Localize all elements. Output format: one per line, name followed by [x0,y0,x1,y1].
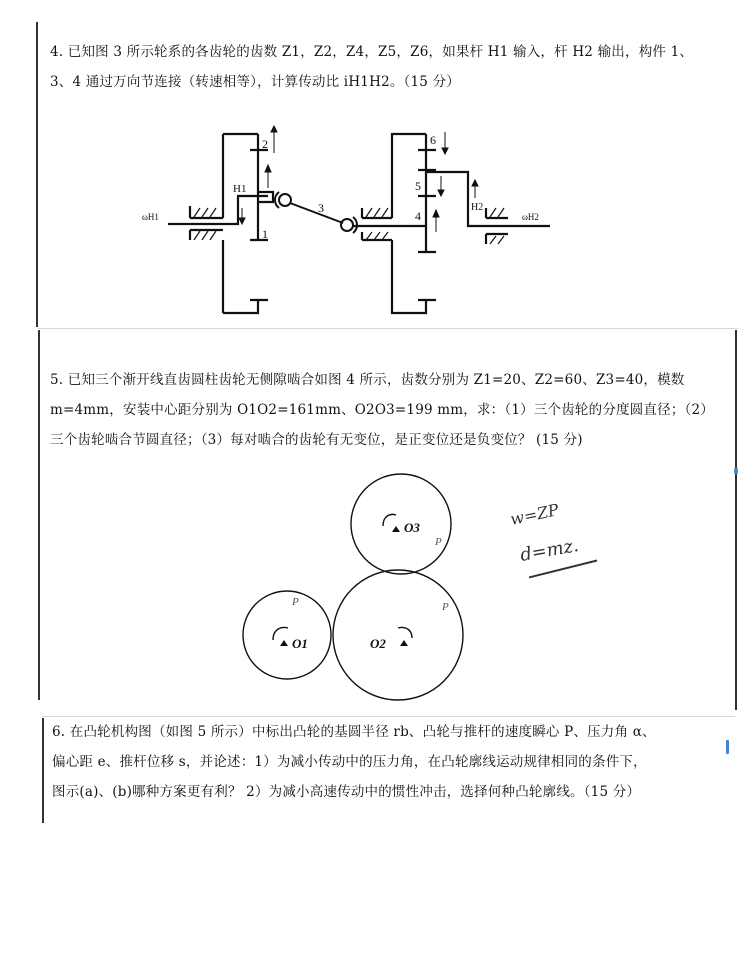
q6-line2: 偏心距 e、推杆位移 s，并论述：1）为减小传动中的压力角，在凸轮廓线运动规律相同的条件下， [52,754,647,770]
q5-line1: 5. 已知三个渐开线直齿圆柱齿轮无侧隙啮合如图 4 所示，齿数分别为 Z1=20、Z2=60、Z3=40，模数 [50,372,685,388]
left-border-top [36,22,38,327]
label-h1: H1 [233,183,247,195]
gear-o1-circle [243,591,331,679]
q6-line1: 6. 在凸轮机构图（如图 5 所示）中标出凸轮的基圆半径 rb、凸轮与推杆的速度瞬心 P、压力角 α、 [52,724,656,740]
gear-o3-circle [351,474,451,574]
q5-line2: m=4mm，安装中心距分别为 O1O2=161mm、O2O3=199 mm，求：（1）三个齿轮的分度圆直径；（2） [50,402,714,418]
label-gear2: 2 [262,137,268,151]
label-o1: O1 [292,636,308,651]
mark-o2: P [442,601,449,613]
label-omega-h1: ωH1 [142,212,159,222]
gear-o2-circle [333,570,463,700]
q6-line3: 图示(a)、(b)哪种方案更有利？ 2）为减小高速传动中的惯性冲击，选择何种凸轮廓线。（15 分） [52,784,641,800]
left-border-middle [38,330,40,700]
label-gear6: 6 [430,133,436,147]
three-gear-figure [230,470,480,710]
handwritten-note-2: d=mz. [518,535,581,566]
label-gear4: 4 [415,209,421,223]
label-h2: H2 [471,202,484,213]
left-border-bottom [42,718,44,823]
mark-o1: P [292,596,299,608]
label-omega-h2: ωH2 [522,212,539,222]
q4-line2: 3、4 通过万向节连接（转速相等），计算传动比 iH1H2。（15 分） [50,74,460,90]
gear-train-figure [130,120,570,330]
blue-bracket-marker [726,740,729,754]
label-o2: O2 [370,636,386,651]
label-link3: 3 [318,201,324,215]
q5-line3: 三个齿轮啮合节圆直径；（3）每对啮合的齿轮有无变位，是正变位还是负变位？ (15 分) [50,432,583,448]
section-divider-2 [42,716,735,717]
label-o3: O3 [404,520,420,535]
label-gear1: 1 [262,227,268,241]
blue-marker-right [734,468,738,474]
q4-line1: 4. 已知图 3 所示轮系的各齿轮的齿数 Z1，Z2，Z4，Z5，Z6，如果杆 H1 输入，杆 H2 输出，构件 1、 [50,44,694,60]
mark-o3: P [435,536,442,548]
label-gear5: 5 [415,179,421,193]
right-border [735,330,737,710]
handwritten-note-1: w=ZP [508,500,561,529]
